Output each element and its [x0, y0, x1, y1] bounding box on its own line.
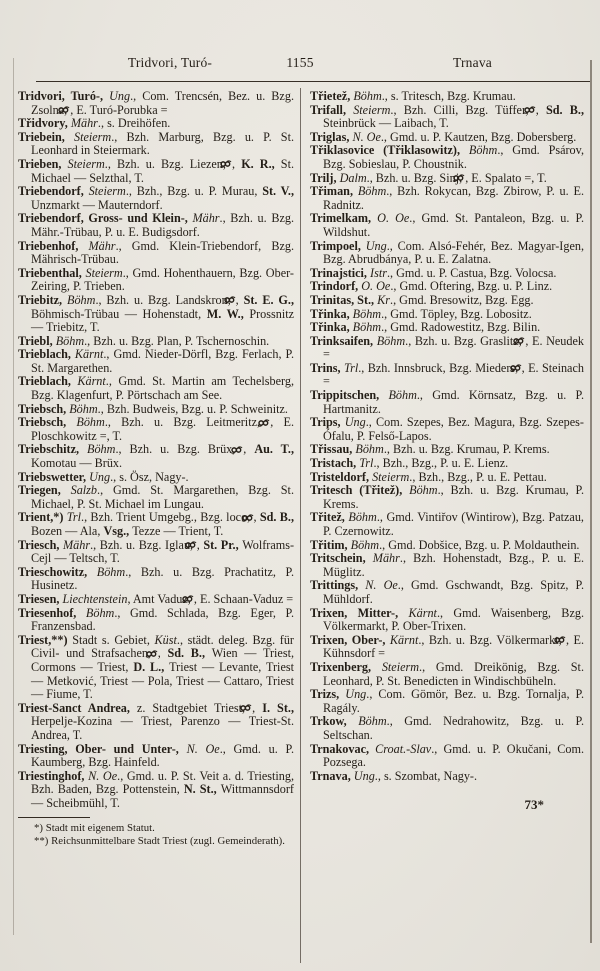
gazetteer-entry: [18, 294, 294, 335]
entry-crownland: Ung: [353, 768, 375, 783]
entry-headword: Třinka,: [310, 306, 353, 321]
footnote: **) Reichsunmittelbare Stadt Triest (zugl. Gemeinderath).: [34, 835, 285, 848]
entry-text: ,: [235, 292, 244, 307]
entry-headword: Trieben,: [18, 156, 68, 171]
entry-headword: Triebendorf,: [18, 184, 89, 199]
entry-text: ., Bzh. Trient Umgebg., Bzg. loco,: [81, 510, 254, 525]
gazetteer-entry: [310, 335, 584, 362]
entry-crownland: Dalm: [339, 170, 367, 185]
entry-crownland: Küst: [154, 632, 177, 647]
footnotes: [18, 817, 294, 847]
entry-crownland: Steierm: [85, 265, 123, 280]
entry-text: ., Gmd. St. Pantaleon, Bzg. u. P. Wildshut.: [323, 211, 584, 239]
entry-text: Triest — Levante, Triest — Metković, Triest — Pola, Triest — Cattaro, Triest — Fiume, T.: [31, 659, 294, 702]
entry-crownland: Böhm: [468, 143, 498, 158]
entry-text: St. Michael — Selzthal, T.: [31, 156, 295, 185]
gazetteer-entry: [310, 280, 584, 294]
entry-headword: K. R.,: [241, 156, 281, 171]
entry-headword: Trips,: [310, 415, 345, 430]
entry-headword: Tritesch (Třitež),: [310, 483, 410, 498]
gazetteer-entry: [310, 661, 584, 688]
entry-text: ,: [157, 646, 168, 661]
entry-text: ,: [535, 102, 546, 117]
entry-text: ., Bzh. u. Bzg. Mähr.-Trübau, P. u. E. Budigsdorf.: [31, 211, 295, 239]
entry-crownland: Böhm: [357, 184, 387, 199]
entry-headword: Triest-Sanct Andrea,: [18, 700, 137, 715]
left-column-entries: [18, 90, 294, 810]
entry-text: ., Bzh. u. Bzg. Graslitz,: [405, 333, 526, 348]
entry-text: , E. Kühnsdorf =: [323, 632, 584, 661]
gazetteer-entry: [18, 443, 294, 470]
right-page-edge-line: [590, 60, 592, 943]
footnote: *) Stadt mit eigenem Statut.: [34, 822, 155, 835]
entry-crownland: Böhm: [87, 442, 116, 457]
entry-text: ., Gmd. Körnsatz, Bzg. u. P. Hartmanitz.: [323, 388, 584, 416]
entry-headword: Trixenberg,: [310, 659, 382, 674]
entry-headword: Trimelkam,: [310, 211, 378, 226]
gazetteer-entry: [310, 634, 584, 661]
entry-crownland: Kärnt: [389, 632, 419, 647]
entry-crownland: Trl: [66, 510, 82, 525]
entry-text: Herpelje-Kozina — Triest, Parenzo — Triest-St. Andrea, T.: [31, 714, 294, 742]
gazetteer-entry: [310, 267, 584, 281]
entry-text: , E. Ploschkowitz =, T.: [31, 415, 294, 443]
gazetteer-entry: [310, 294, 584, 308]
entry-headword: Třitim,: [310, 537, 351, 552]
entry-headword: Trindorf,: [310, 279, 362, 294]
entry-crownland: Böhm: [348, 510, 377, 525]
entry-text: ., Gmd. St. Martin am Techelsberg, Bzg. Klagenfurt, P. Pörtschach am See.: [31, 374, 294, 403]
entry-crownland: Liechtenstein: [62, 591, 128, 606]
entry-headword: Triesenhof,: [18, 605, 86, 620]
gazetteer-entry: [18, 539, 294, 566]
entry-crownland: O. Oe: [361, 279, 391, 294]
entry-text: Tezze — Trient, T.: [132, 524, 224, 538]
entry-headword: Triesen,: [18, 591, 63, 606]
entry-text: ., Gmd. Klein-Triebendorf, Bzg. Mährisch-Trübau.: [31, 238, 294, 267]
entry-text: , E. Schaan-Vaduz =: [193, 591, 294, 606]
entry-text: ., Com. Szepes, Bez. Magura, Bzg. Szepes-Ófalu, P. Felső-Lapos.: [323, 415, 584, 443]
entry-headword: Trieschowitz,: [18, 564, 97, 579]
entry-headword: Trilj,: [310, 170, 340, 185]
gazetteer-entry: [18, 267, 294, 294]
gazetteer-entry: [310, 389, 584, 416]
entry-headword: Třinka,: [310, 320, 353, 335]
gazetteer-entry: [310, 144, 584, 171]
entry-headword: Trkow,: [310, 714, 359, 729]
entry-crownland: Ung: [345, 687, 367, 702]
entry-text: ., Bzh., Bzg. u. P. Murau,: [125, 184, 263, 199]
gazetteer-entry: [18, 702, 294, 743]
entry-headword: Vsg.,: [103, 524, 133, 538]
gazetteer-entry: [18, 770, 294, 811]
gazetteer-entry: [310, 104, 584, 131]
entry-headword: St. E. G.,: [243, 292, 295, 307]
entry-headword: St. V.,: [262, 184, 294, 199]
gazetteer-entry: [310, 308, 584, 322]
entry-crownland: N. Oe: [352, 129, 381, 144]
entry-headword: St. Pr.,: [203, 537, 243, 552]
entry-text: ., Bzh. Innsbruck, Bzg. Mieders,: [358, 360, 522, 375]
entry-text: Bozen — Ala,: [31, 524, 104, 538]
entry-crownland: Mähr: [192, 211, 220, 226]
entry-headword: Trins,: [310, 360, 345, 375]
entry-text: ., Bzh. u. Bzg. Iglau,: [90, 537, 197, 552]
entry-crownland: N. Oe: [365, 578, 398, 593]
entry-headword: Trinksaifen,: [310, 333, 377, 348]
entry-text: Wolframs-Cejl — Teltsch, T.: [31, 537, 295, 566]
gazetteer-entry: [310, 172, 584, 186]
entry-headword: Trnava,: [310, 768, 354, 783]
entry-headword: Au. T.,: [254, 442, 295, 457]
entry-text: ., Bzh. u. Bzg. Landskron,: [95, 292, 236, 307]
entry-crownland: Böhm: [358, 714, 387, 729]
entry-crownland: Böhm: [353, 89, 382, 103]
entry-headword: Sd. B.,: [546, 102, 585, 117]
gazetteer-entry: [18, 743, 294, 770]
entry-crownland: Steierm: [67, 156, 105, 171]
entry-crownland: Böhm: [85, 605, 115, 620]
gazetteer-entry: [18, 593, 294, 607]
gazetteer-entry: [18, 607, 294, 634]
gazetteer-entry: [310, 362, 584, 389]
entry-text: Wien — Triest, Cormons — Triest,: [31, 646, 295, 674]
gazetteer-entry: [18, 471, 294, 485]
entry-crownland: Mähr: [70, 116, 98, 131]
entry-text: ., Gmd. u. P. St. Veit a. d. Triesting, Bzh. Baden, Bzg. Pottenstein,: [31, 768, 294, 797]
entry-crownland: Böhm: [96, 564, 126, 579]
entry-crownland: Croat.-Slav: [375, 741, 432, 756]
entry-crownland: Böhm: [376, 333, 406, 348]
entry-text: ., Gmd. Schlada, Bzg. Eger, P. Franzensbad.: [31, 605, 295, 634]
gazetteer-entry: [310, 552, 584, 579]
entry-crownland: Mähr: [63, 537, 91, 552]
gazetteer-entry: [18, 131, 294, 158]
gazetteer-entry: [310, 770, 584, 784]
entry-headword: Trnakovac,: [310, 741, 376, 756]
gazetteer-entry: [18, 375, 294, 402]
gazetteer-entry: [310, 240, 584, 267]
entry-text: ., Gmd. u. P. Okučani, Com. Pozsega.: [323, 741, 584, 770]
entry-text: ., Gmd. Psárov, Bzg. Sobieslau, P. Choustnik.: [323, 143, 585, 171]
entry-headword: M. W.,: [206, 306, 250, 321]
gazetteer-entry: [310, 539, 584, 553]
gazetteer-entry: [310, 90, 584, 104]
gazetteer-entry: [18, 90, 294, 117]
entry-crownland: Salzb: [70, 483, 98, 498]
gazetteer-entry: [310, 511, 584, 538]
gazetteer-entry: [18, 566, 294, 593]
entry-text: ., Bzh. Hohenstadt, Bzg., P. u. E. Müglitz.: [323, 551, 584, 579]
entry-crownland: Böhm: [355, 442, 384, 457]
entry-text: ., städt. deleg. Bzg. für Civil- und Strafsachen,: [31, 632, 294, 661]
entry-text: Unzmarkt — Mauterndorf.: [31, 197, 163, 212]
entry-headword: Tritschein,: [310, 551, 373, 566]
entry-crownland: Böhm: [388, 388, 417, 403]
entry-text: Böhmisch-Trübau — Hohenstadt,: [31, 306, 207, 321]
entry-headword: Triest,**): [18, 632, 73, 647]
entry-headword: Třietež,: [310, 89, 354, 103]
entry-crownland: Böhm: [409, 483, 438, 498]
gazetteer-entry: [310, 715, 584, 742]
entry-text: Steinbrück — Laibach, T.: [323, 116, 449, 131]
entry-headword: Triegen,: [18, 483, 71, 498]
entry-text: ., Bzh. u. Bzg. Liezen,: [104, 156, 233, 171]
gazetteer-entry: [310, 443, 584, 457]
entry-crownland: Steierm: [372, 469, 410, 484]
gazetteer-entry: [310, 131, 584, 145]
entry-crownland: Trl: [359, 456, 374, 471]
entry-text: ., s. Tritesch, Bzg. Krumau.: [381, 89, 516, 103]
entry-headword: Trieblach,: [18, 347, 75, 362]
entry-crownland: Trl: [344, 360, 359, 375]
entry-text: ., Gmd. Waisenberg, Bzg. Völkermarkt, P. Ober-Trixen.: [323, 605, 584, 634]
entry-headword: Trimpoel,: [310, 238, 366, 253]
entry-text: ., Com. Trencsén, Bez. u. Bzg. Zsolna,: [31, 89, 294, 117]
entry-text: , E. Steinach =: [323, 360, 584, 389]
entry-crownland: N. Oe: [186, 741, 220, 756]
entry-text: ., Bzh. u. Bzg. Völkermarkt,: [418, 632, 567, 647]
gazetteer-entry: [310, 743, 584, 770]
left-page-edge-line: [13, 58, 14, 935]
entry-headword: Tridvori, Turó-,: [18, 89, 110, 103]
entry-headword: Triestinghof,: [18, 768, 89, 783]
entry-headword: Triesch,: [18, 537, 63, 552]
entry-text: ., Gmd. Vintiřov (Wintirow), Bzg. Patzau, P. Czernowitz.: [323, 510, 584, 538]
entry-crownland: Steierm: [74, 129, 112, 144]
entry-crownland: Böhm: [350, 537, 380, 552]
entry-text: Stadt s. Gebiet,: [72, 632, 155, 647]
gazetteer-entry: [310, 579, 584, 606]
entry-headword: Třidvory,: [18, 116, 71, 131]
entry-crownland: Mähr: [372, 551, 400, 566]
gazetteer-entry: [18, 335, 294, 349]
entry-text: ., Gmd. u. P. Kautzen, Bzg. Dobersberg.: [380, 129, 577, 144]
entry-text: ., Bzh. Cilli, Bzg. Tüffer,: [390, 102, 536, 117]
entry-headword: Triebenthal,: [18, 265, 86, 280]
entry-text: ., Bzh. Rokycan, Bzg. Zbirow, P. u. E. Radnitz.: [323, 184, 584, 212]
entry-crownland: O. Oe: [377, 211, 410, 226]
entry-headword: Tristeldorf,: [310, 469, 373, 484]
entry-text: ., Gmd. Nedrahowitz, Bzg. u. P. Seltschan.: [323, 714, 584, 742]
gazetteer-entry: [18, 403, 294, 417]
entry-text: ., Gmd. St. Margarethen, Bzg. St. Michael, P. St. Michael im Lungau.: [31, 483, 294, 511]
header-right-keyword: Trnava: [453, 55, 492, 70]
entry-text: ., s. Dreihöfen.: [97, 116, 171, 131]
entry-text: ., s. Ösz, Nagy-.: [110, 469, 189, 484]
gazetteer-entry: [18, 511, 294, 538]
entry-text: ,: [252, 700, 263, 715]
entry-headword: Triebsch,: [18, 415, 77, 430]
entry-text: , E. Neudek =: [323, 333, 584, 362]
entry-headword: Trittings,: [310, 578, 366, 593]
entry-crownland: Ung: [365, 238, 387, 253]
entry-headword: Trixen, Ober-,: [310, 632, 390, 647]
entry-text: ., Gmd. Dobšice, Bzg. u. P. Moldauthein.: [379, 537, 580, 552]
entry-crownland: Steierm: [88, 184, 126, 199]
entry-headword: Sd. B.,: [167, 646, 212, 661]
entry-headword: Trinitas, St.,: [310, 292, 378, 307]
entry-text: ., s. Szombat, Nagy-.: [374, 768, 478, 783]
left-column: [18, 90, 301, 848]
entry-crownland: Kärnt: [77, 374, 106, 389]
entry-headword: Triebenhof,: [18, 238, 89, 253]
entry-text: ., Gmd. Hohenthauern, Bzg. Ober-Zeiring, P. Trieben.: [31, 265, 294, 294]
footnote-rule: [18, 817, 90, 818]
entry-headword: D. L.,: [133, 659, 170, 674]
entry-crownland: Steierm: [353, 102, 391, 117]
entry-text: z. Stadtgebiet Triest,: [136, 700, 253, 715]
entry-text: ., Bzh., Bzg., P. u. E. Lienz.: [373, 456, 509, 471]
gazetteer-entry: [310, 416, 584, 443]
entry-crownland: N. Oe: [88, 768, 118, 783]
entry-headword: Trixen, Mitter-,: [310, 605, 409, 620]
entry-crownland: Ung: [89, 469, 111, 484]
entry-text: ,: [243, 442, 255, 457]
gazetteer-entry: [18, 634, 294, 702]
entry-text: ., Com. Alsó-Fehér, Bez. Magyar-Igen, Bzg. Abrudbánya, P. u. E. Zalatna.: [323, 238, 584, 267]
entry-headword: N. St.,: [183, 782, 221, 797]
entry-headword: Triebswetter,: [18, 469, 90, 484]
entry-headword: Tristach,: [310, 456, 360, 471]
header-rule: [36, 81, 590, 82]
entry-text: ., Bzh., Bzg., P. u. E. Pettau.: [409, 469, 547, 484]
entry-text: ,: [196, 537, 204, 552]
gazetteer-entry: [310, 185, 584, 212]
gazetteer-entry: [310, 321, 584, 335]
entry-text: Komotau — Brüx.: [31, 456, 123, 471]
gazetteer-entry: [310, 457, 584, 471]
entry-headword: Triebein,: [18, 129, 74, 144]
entry-headword: Triebsch,: [18, 401, 70, 416]
entry-crownland: Istr: [370, 265, 387, 280]
header-left-keyword: Tridvori, Turó-: [127, 55, 213, 70]
entry-crownland: Kr: [377, 292, 391, 307]
gazetteer-entry: [18, 484, 294, 511]
entry-crownland: Böhm: [55, 333, 85, 348]
entry-headword: Triebitz,: [18, 292, 67, 307]
entry-headword: Trizs,: [310, 687, 346, 702]
entry-text: ., Gmd. Oftering, Bzg. u. P. Linz.: [390, 279, 553, 294]
entry-headword: Trifall,: [310, 102, 354, 117]
text-columns: [18, 90, 584, 848]
entry-headword: Trippitschen,: [310, 388, 389, 403]
right-column-entries: [310, 90, 584, 783]
entry-text: ., Bzh. u. Bzg. Krumau, P. Krems.: [383, 442, 550, 457]
entry-crownland: Ung: [109, 89, 131, 103]
entry-headword: Triebschitz,: [18, 442, 88, 457]
entry-crownland: Ung: [344, 415, 366, 430]
entry-crownland: Steierm: [381, 659, 420, 674]
entry-text: ., Bzh. u. Bzg. Prachatitz, P. Husinetz.: [31, 564, 294, 593]
entry-text: ., Bzh. u. Bzg. Krumau, P. Krems.: [323, 483, 584, 511]
right-column: [301, 90, 584, 848]
entry-headword: Trieblach,: [18, 374, 78, 389]
gazetteer-entry: [310, 471, 584, 485]
entry-crownland: Kärnt: [74, 347, 104, 362]
entry-text: ., Gmd. u. P. Kaumberg, Bzg. Hainfeld.: [31, 741, 294, 770]
entry-text: ., Bzh. u. Bzg. Plan, P. Tschernoschin.: [84, 333, 270, 348]
signature-mark: 73*: [524, 797, 544, 813]
gazetteer-entry: [18, 158, 294, 185]
gazetteer-entry: [18, 117, 294, 131]
entry-text: ., Bzh. Budweis, Bzg. u. P. Schweinitz.: [97, 401, 288, 416]
entry-text: ., Gmd. Gschwandt, Bzg. Spitz, P. Mühldorf.: [323, 578, 584, 606]
gazetteer-entry: [18, 185, 294, 212]
entry-headword: Triebl,: [18, 333, 56, 348]
entry-crownland: Kärnt: [408, 605, 437, 620]
gazetteer-entry: [310, 607, 584, 634]
entry-headword: Trinajstici,: [310, 265, 371, 280]
entry-crownland: Böhm: [69, 401, 98, 416]
entry-headword: Triglas,: [310, 129, 353, 144]
entry-text: ., Gmd. Bresowitz, Bzg. Egg.: [390, 292, 534, 307]
gazetteer-entry: [18, 416, 294, 443]
entry-text: , E. Spalato =, T.: [465, 170, 547, 185]
entry-text: ., Com. Gömör, Bez. u. Bzg. Tornalja, P. Ragály.: [323, 687, 584, 715]
entry-headword: I. St.,: [262, 700, 294, 715]
entry-text: ., Gmd. Töpley, Bzg. Lobositz.: [381, 306, 532, 321]
entry-text: ., Gmd. Radowestitz, Bzg. Bilin.: [381, 320, 541, 335]
page-number: 1155: [286, 55, 314, 70]
running-header: [0, 55, 600, 75]
gazetteer-entry: [18, 212, 294, 239]
entry-text: , E. Turó-Porubka =: [70, 102, 168, 117]
entry-text: Wittmannsdorf — Scheibmühl, T.: [31, 782, 294, 810]
entry-text: ,: [253, 510, 260, 525]
entry-headword: Třitež,: [310, 510, 349, 525]
entry-text: ., Bzh. u. Bzg. Brüx,: [115, 442, 244, 457]
gazetteer-entry: [310, 688, 584, 715]
entry-headword: Sd. B.,: [259, 510, 295, 525]
entry-headword: Třissau,: [310, 442, 356, 457]
entry-text: ,: [232, 156, 242, 171]
gazetteer-entry: [18, 240, 294, 267]
entry-headword: Třiklasovice (Třiklasowitz),: [310, 143, 469, 158]
entry-text: Prossnitz — Triebitz, T.: [31, 306, 295, 335]
entry-crownland: Böhm: [352, 306, 382, 321]
entry-headword: Trient,*): [18, 510, 67, 525]
entry-headword: Třiman,: [310, 184, 358, 199]
entry-headword: Triesting, Ober- und Unter-,: [18, 741, 187, 756]
entry-crownland: Mähr: [88, 238, 116, 253]
gazetteer-entry: [310, 212, 584, 239]
entry-crownland: Böhm: [76, 415, 105, 430]
entry-text: ., Gmd. Dreikönig, Bzg. St. Leonhard, P. St. Benedicten in Windischbüheln.: [323, 659, 584, 688]
entry-text: ., Bzh. Marburg, Bzg. u. P. St. Leonhard in Steiermark.: [31, 129, 294, 158]
gazetteer-entry: [18, 348, 294, 375]
entry-text: ., Gmd. u. P. Castua, Bzg. Volocsa.: [386, 265, 557, 280]
gazetteer-entry: [310, 484, 584, 511]
entry-text: ., Bzh. u. Bzg. Leitmeritz,: [104, 415, 271, 430]
entry-text: , Amt Vaduz,: [127, 591, 194, 606]
entry-text: ., Gmd. Nieder-Dörfl, Bzg. Ferlach, P. St. Margarethen.: [31, 347, 294, 375]
entry-headword: Triebendorf, Gross- und Klein-,: [18, 211, 193, 226]
entry-text: ., Bzh. u. Bzg. Sinj,: [366, 170, 466, 185]
entry-crownland: Böhm: [352, 320, 382, 335]
entry-crownland: Böhm: [67, 292, 96, 307]
